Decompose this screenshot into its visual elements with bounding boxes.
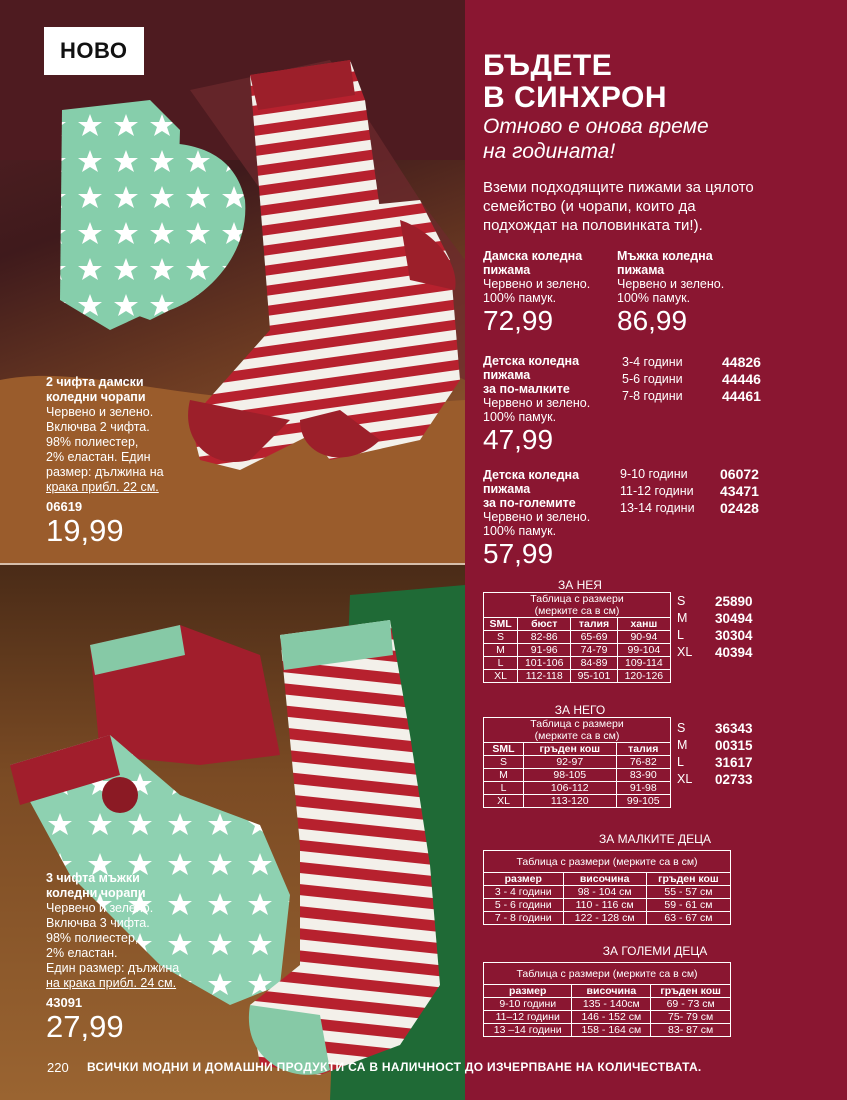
big-kids-size-table: Таблица с размери (мерките са в см) размер височина гръден кош 9-10 години 135 - 140см 69 - 73 см 11–12 години 146 - 152 см 75- 79 см 13 –14 години 158 - 164 см 83- 87 см (483, 962, 731, 1037)
mens-socks-caption: 3 чифта мъжки коледни чорапи Червено и зелено. Включва 3 чифта. 98% полиестер, 2% еластан. Един размер: дължина на крака прибл. 24 см. 43091 27,99 (46, 871, 180, 1044)
mens-socks-code: 43091 (46, 995, 83, 1010)
mens-socks-photo (0, 565, 465, 1100)
footer-disclaimer: ВСИЧКИ МОДНИ И ДОМАШНИ ПРОДУКТИ СА В НАЛИЧНОСТ ДО ИЗЧЕРПВАНЕ НА КОЛИЧЕСТВАТА. (87, 1060, 702, 1074)
womens-socks-code: 06619 (46, 499, 83, 514)
kids-small-pajama-price: 47,99 (483, 424, 554, 455)
table-row: L 101-106 84-89 109-114 (484, 657, 671, 670)
table-row: 9-10 години 135 - 140см 69 - 73 см (484, 998, 731, 1011)
size-row: 3-4 години 44826 (622, 354, 761, 370)
page-number: 220 (47, 1060, 69, 1075)
womens-socks-price: 19,99 (46, 513, 124, 548)
code-row: S 25890 (677, 594, 753, 609)
code-row: XL 40394 (677, 645, 753, 660)
table-row: S 92-97 76-82 (484, 756, 671, 769)
her-table-title: ЗА НЕЯ (558, 578, 602, 592)
size-row: 11-12 години 43471 (620, 483, 759, 499)
womens-socks-photo (0, 0, 465, 565)
womens-pajama-price: 72,99 (483, 305, 554, 336)
table-row: M 98-105 83-90 (484, 769, 671, 782)
footer (0, 1058, 847, 1078)
intro-text: Вземи подходящите пижами за цялото семейство (и чорапи, които да подхождат на половинката ти!). (483, 179, 754, 234)
him-codes (677, 720, 753, 788)
size-row: 7-8 години 44461 (622, 388, 761, 404)
table-row: 3 - 4 години 98 - 104 см 55 - 57 см (484, 886, 731, 899)
code-row: S 36343 (677, 721, 753, 736)
kids-big-pajama: Детска коледна пижама за по-големите Червено и зелено. 100% памук. 57,99 (483, 468, 591, 569)
table-row: XL 112-118 95-101 120-126 (484, 670, 671, 683)
code-row: L 31617 (677, 755, 753, 770)
code-row: XL 02733 (677, 772, 753, 787)
new-badge: НОВО (44, 27, 144, 75)
headline: БЪДЕТЕ В СИНХРОН (483, 49, 668, 114)
big-kids-table-title: ЗА ГОЛЕМИ ДЕЦА (602, 944, 708, 958)
womens-socks-caption: 2 чифта дамски коледни чорапи Червено и зелено. Включва 2 чифта. 98% полиестер, 2% еластан. Един размер: дължина на крака прибл. 22 см. 06619 19,99 (46, 375, 164, 548)
kids-big-pajama-price: 57,99 (483, 538, 554, 569)
mens-pajama-price: 86,99 (617, 305, 688, 336)
size-row: 13-14 години 02428 (620, 500, 759, 516)
size-row: 5-6 години 44446 (622, 371, 761, 387)
kids-big-sizes (620, 466, 759, 517)
mens-socks-price: 27,99 (46, 1009, 124, 1044)
table-row: 11–12 години 146 - 152 см 75- 79 см (484, 1011, 731, 1024)
table-row: 5 - 6 години 110 - 116 см 59 - 61 см (484, 899, 731, 912)
code-row: L 30304 (677, 628, 753, 643)
table-row: M 91-96 74-79 99-104 (484, 644, 671, 657)
table-row: 13 –14 години 158 - 164 см 83- 87 см (484, 1024, 731, 1037)
code-row: M 30494 (677, 611, 753, 626)
womens-pajama: Дамска коледна пижама Червено и зелено. 100% памук. 72,99 (483, 249, 591, 336)
subheadline: Отново е онова време на годината! (483, 115, 709, 163)
code-row: M 00315 (677, 738, 753, 753)
him-table-title: ЗА НЕГО (554, 703, 606, 717)
womens-socks-name: 2 чифта дамски (46, 375, 144, 389)
small-kids-size-table: Таблица с размери (мерките са в см) размер височина гръден кош 3 - 4 години 98 - 104 см 55 - 57 см 5 - 6 години 110 - 116 см 59 - 61 см 7 - 8 години 122 - 128 см 63 - 67 см (483, 850, 731, 925)
table-row: L 106-112 91-98 (484, 782, 671, 795)
table-row: 7 - 8 години 122 - 128 см 63 - 67 см (484, 912, 731, 925)
table-row: XL 113-120 99-105 (484, 795, 671, 808)
right-panel (465, 0, 847, 1100)
small-kids-table-title: ЗА МАЛКИТЕ ДЕЦА (598, 832, 712, 846)
kids-small-sizes (622, 354, 761, 405)
mens-pajama: Мъжка коледна пижама Червено и зелено. 100% памук. 86,99 (617, 249, 725, 336)
her-codes (677, 593, 753, 661)
table-row: S 82-86 65-69 90-94 (484, 631, 671, 644)
size-row: 9-10 години 06072 (620, 466, 759, 482)
kids-small-pajama: Детска коледна пижама за по-малките Червено и зелено. 100% памук. 47,99 (483, 354, 591, 455)
her-size-table: Таблица с размери (мерките са в см) SML бюст талия ханш S 82-86 65-69 90-94 M 91-96 74-79 99-104 L 101-106 84-89 109-114 XL 112-118 95-101 120-126 (483, 592, 671, 683)
him-size-table: Таблица с размери (мерките са в см) SML гръден кош талия S 92-97 76-82 M 98-105 83-90 L 106-112 91-98 XL 113-120 99-105 (483, 717, 671, 808)
